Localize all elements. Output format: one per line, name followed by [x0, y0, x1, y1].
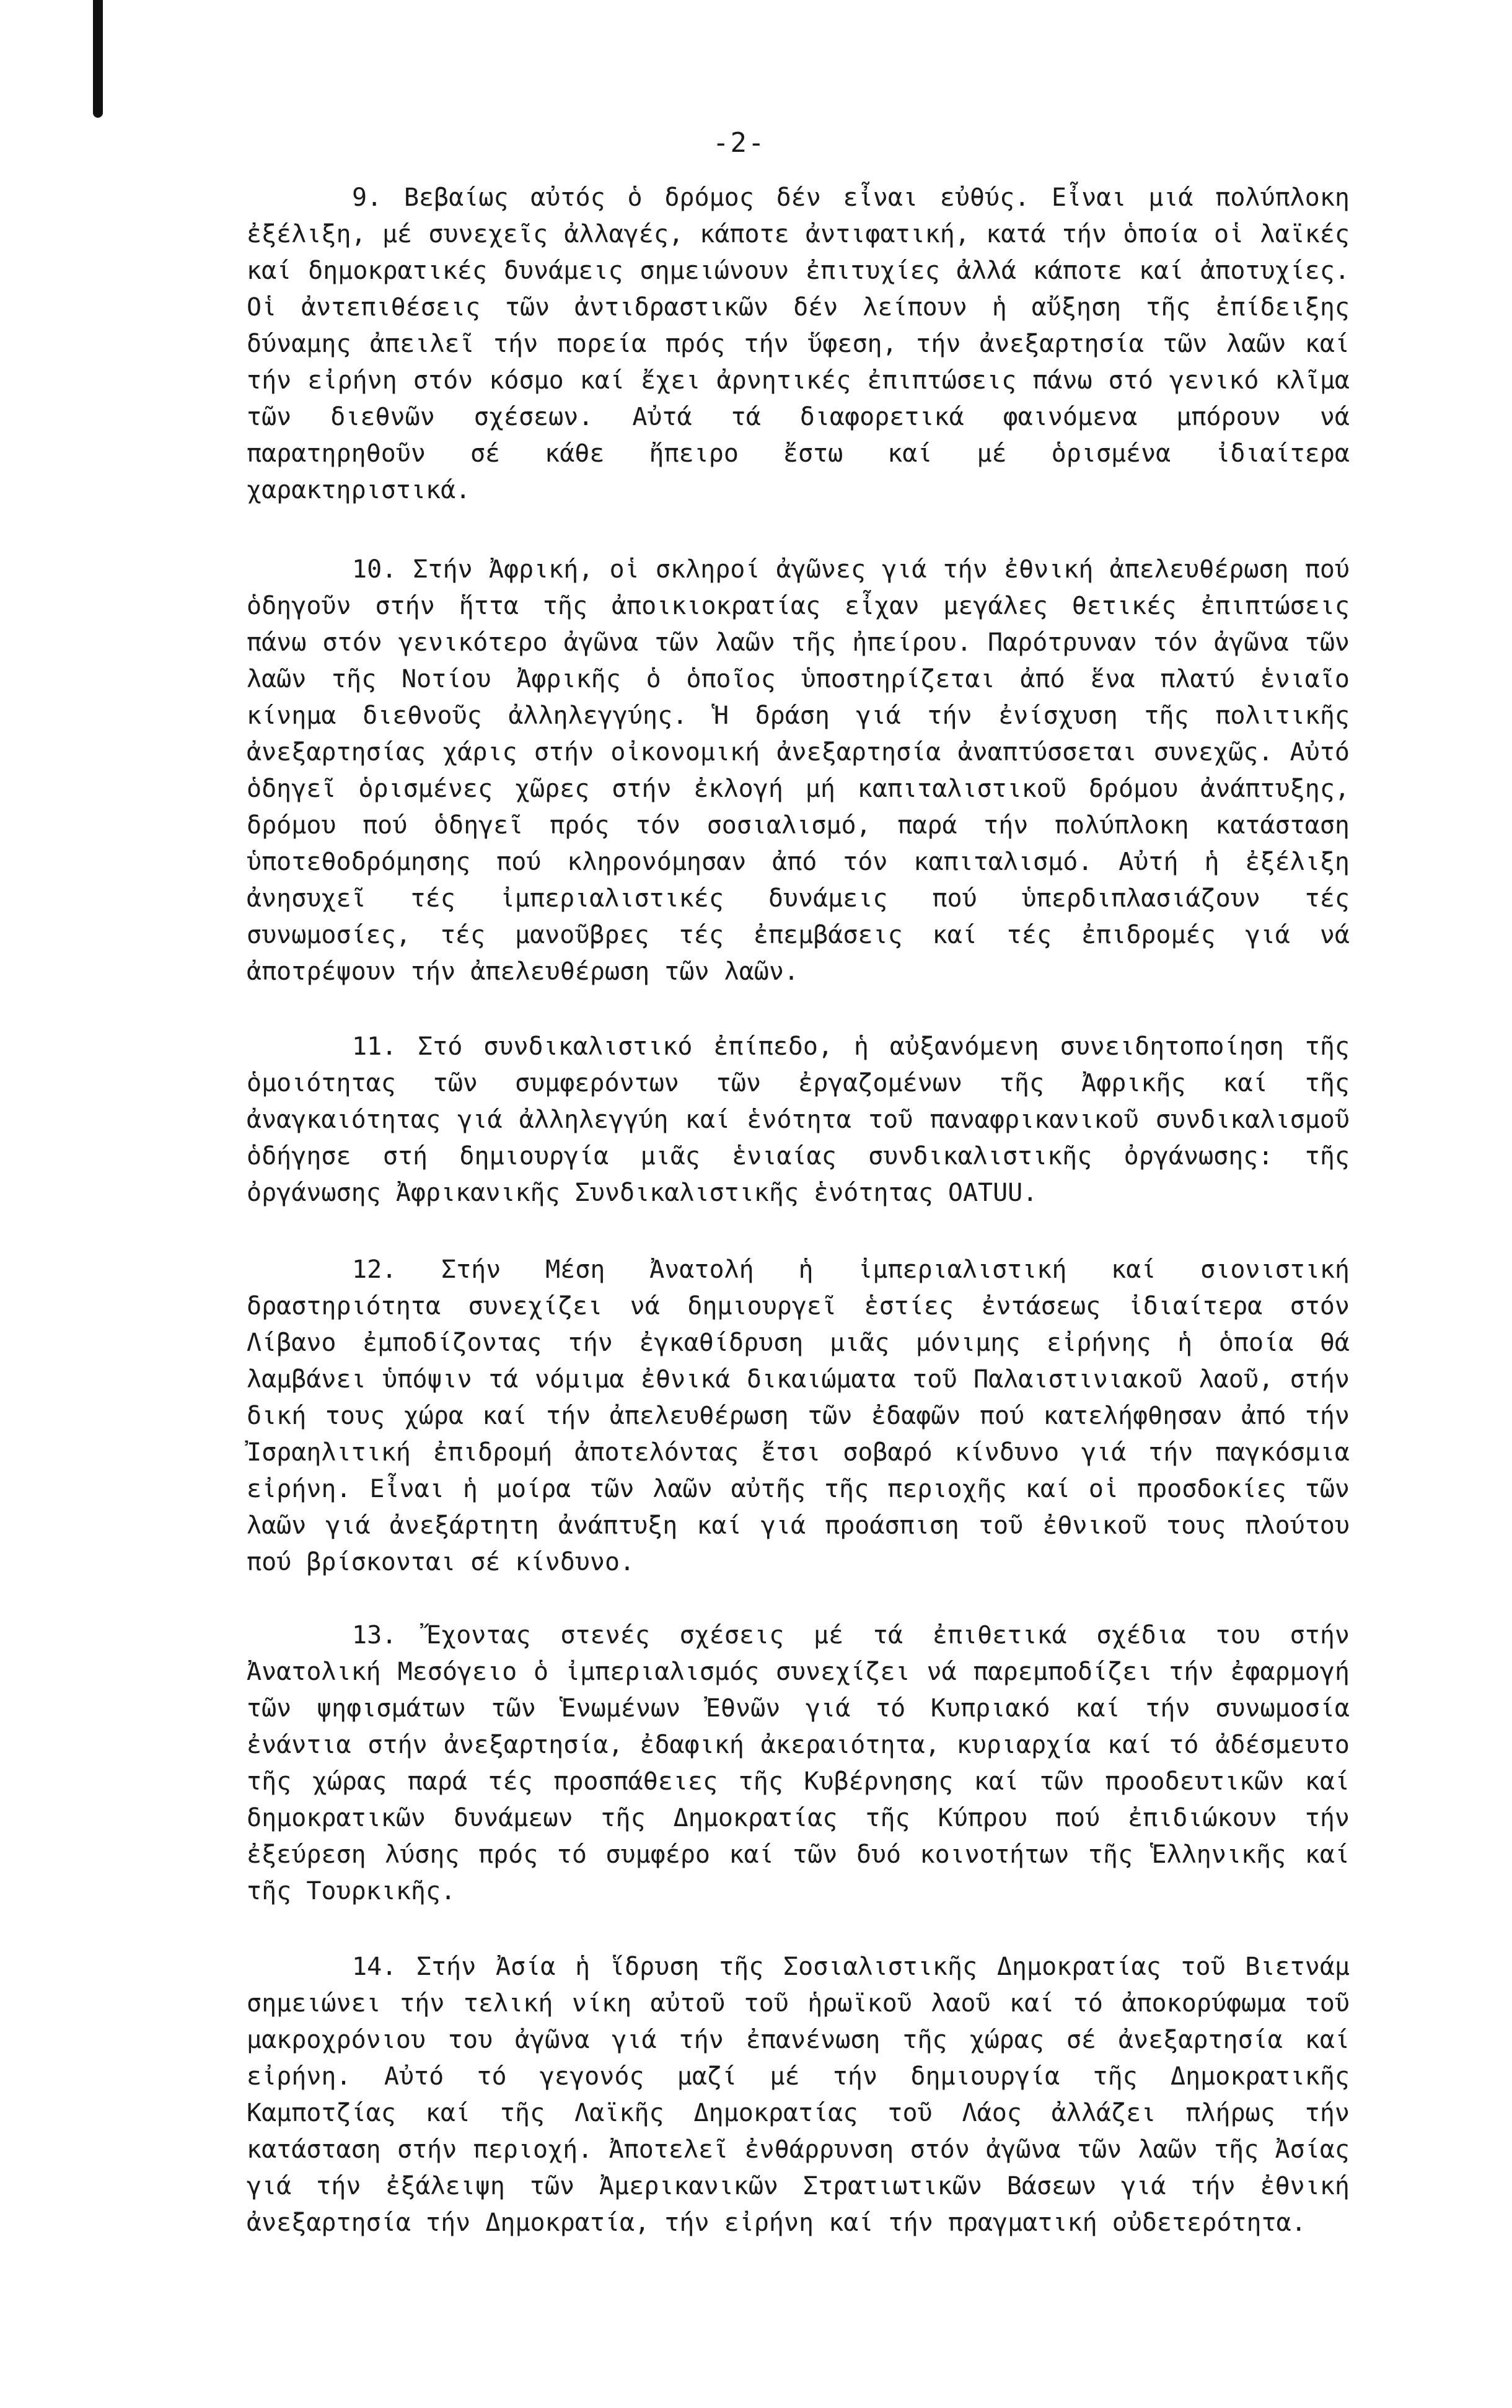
- paragraph-13: [247, 1617, 1350, 1910]
- paragraph-number: 9.: [352, 183, 382, 212]
- paragraph-number: 14.: [352, 1953, 397, 1981]
- paragraph-11: [247, 1029, 1350, 1211]
- page-number: -2-: [713, 127, 766, 159]
- paragraph-12: [247, 1252, 1350, 1581]
- paragraph-text: Στήν Μέση Ἀνατολή ἡ ἰμπεριαλιστική καί σιονιστική δραστηριότητα συνεχίζει νά δημιουργεῖ ἑστίες ἐντάσεως ἰδιαίτερα στόν Λίβανο ἐμποδίζοντας τήν ἐγκαθίδρυση μιᾶς μόνιμης εἰρήνης ἡ ὁποία θά λαμβάνει ὑπόψιν τά νόμιμα ἐθνικά δικαιώματα τοῦ Παλαιστινιακοῦ λαοῦ, στήν δική τους χώρα καί τήν ἀπελευθέρωση τῶν ἐδαφῶν πού κατελήφθησαν ἀπό τήν Ἰσραηλιτική ἐπιδρομή ἀποτελόντας ἔτσι σοβαρό κίνδυνο γιά τήν παγκόσμια εἰρήνη. Εἶναι ἡ μοίρα τῶν λαῶν αὐτῆς τῆς περιοχῆς καί οἱ προσδοκίες τῶν λαῶν γιά ἀνεξάρτητη ἀνάπτυξη καί γιά προάσπιση τοῦ ἐθνικοῦ τους πλούτου πού βρίσκονται σέ κίνδυνο.: [247, 1255, 1350, 1576]
- paragraph-number: 10.: [352, 555, 397, 584]
- paragraph-text: Βεβαίως αὐτός ὁ δρόμος δέν εἶναι εὐθύς. Εἶναι μιά πολύπλοκη ἐξέλιξη, μέ συνεχεῖς ἀλλαγές, κάποτε ἀντιφατική, κατά τήν ὁποία οἱ λαϊκές καί δημοκρατικές δυνάμεις σημειώνουν ἐπιτυχίες ἀλλά κάποτε καί ἀποτυχίες. Οἱ ἀντεπιθέσεις τῶν ἀντιδραστικῶν δέν λείπουν ἡ αὔξηση τῆς ἐπίδειξης δύναμης ἀπειλεῖ τήν πορεία πρός τήν ὕφεση, τήν ἀνεξαρτησία τῶν λαῶν καί τήν εἰρήνη στόν κόσμο καί ἔχει ἀρνητικές ἐπιπτώσεις πάνω στό γενικό κλῖμα τῶν διεθνῶν σχέσεων. Αὐτά τά διαφορετικά φαινόμενα μπόρουν νά παρατηρηθοῦν σέ κάθε ἤπειρο ἔστω καί μέ ὁρισμένα ἰδιαίτερα χαρακτηριστικά.: [247, 183, 1350, 504]
- paragraph-number: 12.: [352, 1255, 397, 1284]
- binding-mark: [93, 0, 103, 118]
- paragraph-14: [247, 1949, 1350, 2241]
- paragraph-text: Στήν Ἀσία ἡ ἵδρυση τῆς Σοσιαλιστικῆς Δημοκρατίας τοῦ Βιετνάμ σημειώνει τήν τελική νίκη αὐτοῦ τοῦ ἡρωϊκοῦ λαοῦ καί τό ἀποκορύφωμα τοῦ μακροχρόνιου του ἀγῶνα γιά τήν ἐπανένωση τῆς χώρας σέ ἀνεξαρτησία καί εἰρήνη. Αὐτό τό γεγονός μαζί μέ τήν δημιουργία τῆς Δημοκρατικῆς Καμποτζίας καί τῆς Λαϊκῆς Δημοκρατίας τοῦ Λάος ἀλλάζει πλήρως τήν κατάσταση στήν περιοχή. Ἀποτελεῖ ἐνθάρρυνση στόν ἀγῶνα τῶν λαῶν τῆς Ἀσίας γιά τήν ἐξάλειψη τῶν Ἀμερικανικῶν Στρατιωτικῶν Βάσεων γιά τήν ἐθνική ἀνεξαρτησία τήν Δημοκρατία, τήν εἰρήνη καί τήν πραγματική οὐδετερότητα.: [247, 1953, 1350, 2237]
- paragraph-text: Στήν Ἀφρική, οἱ σκληροί ἀγῶνες γιά τήν ἐθνική ἀπελευθέρωση πού ὁδηγοῦν στήν ἥττα τῆς ἀποικιοκρατίας εἶχαν μεγάλες θετικές ἐπιπτώσεις πάνω στόν γενικότερο ἀγῶνα τῶν λαῶν τῆς ἠπείρου. Παρότρυναν τόν ἀγῶνα τῶν λαῶν τῆς Νοτίου Ἀφρικῆς ὁ ὁποῖος ὑποστηρίζεται ἀπό ἕνα πλατύ ἑνιαῖο κίνημα διεθνοῦς ἀλληλεγγύης. Ἡ δράση γιά τήν ἐνίσχυση τῆς πολιτικῆς ἀνεξαρτησίας χάρις στήν οἰκονομική ἀνεξαρτησία ἀναπτύσσεται συνεχῶς. Αὐτό ὁδηγεῖ ὁρισμένες χῶρες στήν ἐκλογή μή καπιταλιστικοῦ δρόμου ἀνάπτυξης, δρόμου πού ὁδηγεῖ πρός τόν σοσιαλισμό, παρά τήν πολύπλοκη κατάσταση ὑποτεθοδρόμησης πού κληρονόμησαν ἀπό τόν καπιταλισμό. Αὐτή ἡ ἐξέλιξη ἀνησυχεῖ τές ἰμπεριαλιστικές δυνάμεις πού ὑπερδιπλασιάζουν τές συνωμοσίες, τές μανοῦβρες τές ἐπεμβάσεις καί τές ἐπιδρομές γιά νά ἀποτρέψουν τήν ἀπελευθέρωση τῶν λαῶν.: [247, 555, 1350, 986]
- paragraph-text: Ἔχοντας στενές σχέσεις μέ τά ἐπιθετικά σχέδια του στήν Ἀνατολική Μεσόγειο ὁ ἰμπεριαλισμός συνεχίζει νά παρεμποδίζει τήν ἐφαρμογή τῶν ψηφισμάτων τῶν Ἑνωμένων Ἐθνῶν γιά τό Κυπριακό καί τήν συνωμοσία ἐνάντια στήν ἀνεξαρτησία, ἐδαφική ἀκεραιότητα, κυριαρχία καί τό ἀδέσμευτο τῆς χώρας παρά τές προσπάθειες τῆς Κυβέρνησης καί τῶν προοδευτικῶν καί δημοκρατικῶν δυνάμεων τῆς Δημοκρατίας τῆς Κύπρου πού ἐπιδιώκουν τήν ἐξεύρεση λύσης πρός τό συμφέρο καί τῶν δυό κοινοτήτων τῆς Ἑλληνικῆς καί τῆς Τουρκικῆς.: [247, 1621, 1350, 1905]
- paragraph-text: Στό συνδικαλιστικό ἐπίπεδο, ἡ αὐξανόμενη συνειδητοποίηση τῆς ὁμοιότητας τῶν συμφερόντων τῶν ἐργαζομένων τῆς Ἀφρικῆς καί τῆς ἀναγκαιότητας γιά ἀλληλεγγύη καί ἑνότητα τοῦ παναφρικανικοῦ συνδικαλισμοῦ ὁδήγησε στή δημιουργία μιᾶς ἑνιαίας συνδικαλιστικῆς ὀργάνωσης: τῆς ὀργάνωσης Ἀφρικανικῆς Συνδικαλιστικῆς ἑνότητας ΟΑΤUU.: [247, 1032, 1350, 1207]
- paragraph-number: 11.: [352, 1032, 397, 1061]
- paragraph-number: 13.: [352, 1621, 397, 1650]
- paragraph-9: [247, 180, 1350, 509]
- paragraph-10: [247, 551, 1350, 990]
